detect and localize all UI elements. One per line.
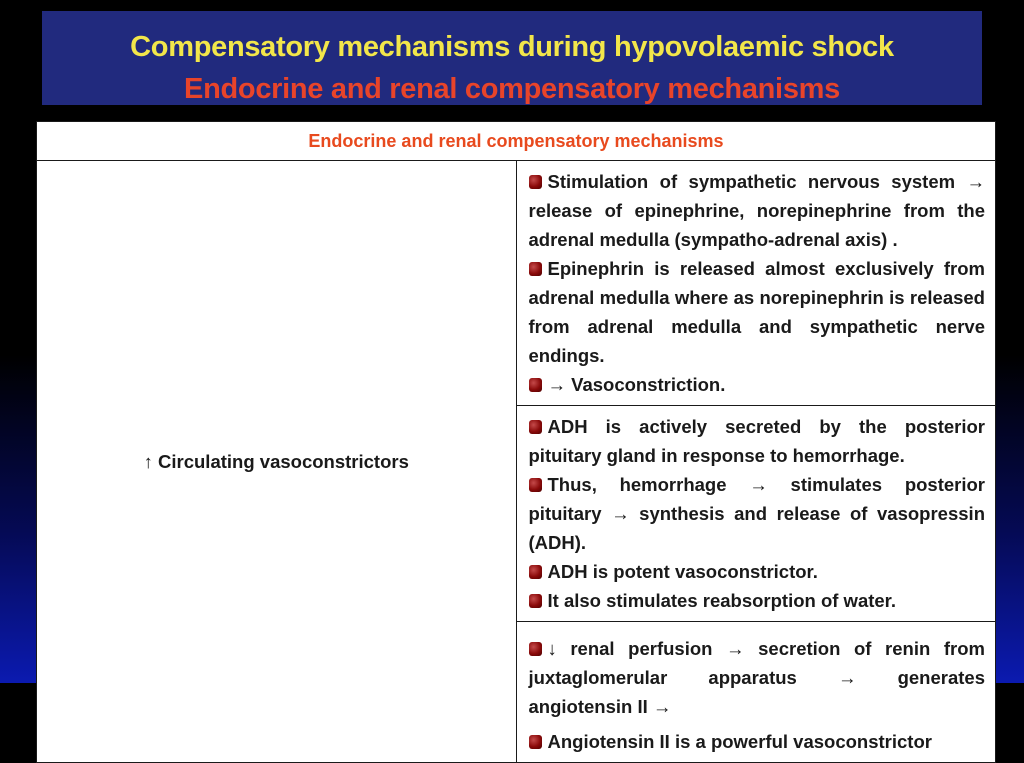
bullet-icon [529,262,542,276]
list-item: ADH is actively secreted by the posterior pituitary gland in response to hemorrhage. [528,416,985,466]
table-header-row [37,122,996,161]
list-item: → Vasoconstriction. [529,370,986,399]
slide-subtitle: Endocrine and renal compensatory mechanisms [184,73,840,105]
slide-title: Compensatory mechanisms during hypovolaemic shock [130,31,894,63]
bullet-icon [529,420,542,434]
bullet-icon [529,175,542,189]
mechanisms-table [36,121,996,763]
list-item: ↓ renal perfusion → secretion of renin from juxtaglomerular apparatus → generates angiotensin II → [528,638,985,717]
bullet-icon [529,642,542,656]
bullet-icon [529,565,542,579]
adh-section [516,406,996,622]
list-item: ADH is potent vasoconstrictor. [529,557,986,586]
sympathetic-section [516,161,996,406]
renin-section [516,622,996,763]
bullet-icon [529,478,542,492]
title-banner [42,11,982,105]
list-item: It also stimulates reabsorption of water. [529,586,986,615]
list-item: Epinephrin is released almost exclusively from adrenal medulla where as norepinephrin is released from adrenal medulla and sympathetic nerve endings. [528,258,985,366]
list-item: Angiotensin II is a powerful vasoconstrictor [529,727,986,756]
table-row [37,161,996,406]
list-item: Thus, hemorrhage → stimulates posterior pituitary → synthesis and release of vasopressin (ADH). [528,474,985,553]
table-header: Endocrine and renal compensatory mechanisms [37,122,996,161]
bullet-icon [529,378,542,392]
bullet-icon [529,594,542,608]
list-item: Stimulation of sympathetic nervous system → release of epinephrine, norepinephrine from the adrenal medulla (sympatho-adrenal axis) . [528,171,985,250]
bullet-icon [529,735,542,749]
row-label-circulating-vasoconstrictors: ↑ Circulating vasoconstrictors [37,161,517,763]
